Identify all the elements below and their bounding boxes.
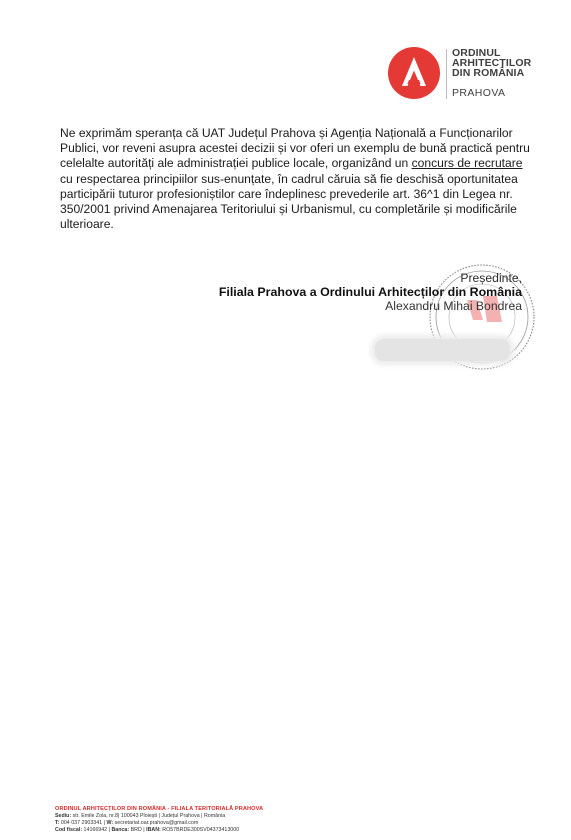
footer-phone-value: 004 037 2903341 | — [59, 820, 107, 826]
signature-name: Alexandru Mihai Bondrea — [385, 299, 522, 313]
footer-address-value: str. Emile Zola, nr.8| 100043 Ploiești | Județul Prahova | România — [71, 813, 226, 819]
footer-phone-label: T: — [55, 820, 60, 826]
logo-title — [452, 48, 531, 78]
footer — [55, 806, 263, 834]
signature-organization: Filiala Prahova a Ordinului Arhitecților din România — [218, 285, 522, 299]
footer-bank-value: BRD | — [129, 827, 147, 833]
oar-logo-icon — [387, 46, 441, 100]
signature-block — [219, 271, 522, 313]
letter-paragraph — [60, 126, 530, 232]
footer-iban-value: RO57BRDE300SV04373413000 — [160, 827, 240, 833]
logo-line-1: ORDINUL — [452, 47, 501, 59]
footer-title: ORDINUL ARHITECȚILOR DIN ROMÂNIA - FILIALA TERITORIALĂ PRAHOVA — [55, 806, 264, 812]
oar-logo — [387, 43, 539, 105]
logo-line-2: ARHITECȚILOR — [452, 57, 532, 69]
footer-cod-label: Cod fiscal: — [55, 827, 83, 833]
underlined-phrase: concurs de recrutare — [411, 156, 523, 171]
logo-subtitle: PRAHOVA — [452, 87, 506, 99]
footer-cod-value: 14166942 | — [82, 827, 112, 833]
redacted-signature — [375, 339, 510, 361]
footer-address — [55, 813, 263, 820]
logo-line-3: DIN ROMÂNIA — [452, 67, 525, 79]
paragraph-text-end: cu respectarea principiilor sus-enunțate, în cadrul căruia să fie deschisă oportunitatea participării tuturor profesioniștilor care îndeplinesc prevederile art. 36^1 din Legea nr. 350/2001 privind Amenajarea Teritoriului și Urbanismul, cu completările și modificările ulterioare. — [60, 171, 518, 232]
footer-bank-label: Banca: — [111, 827, 130, 833]
footer-iban-label: IBAN: — [146, 827, 161, 833]
signature-role: Președinte, — [460, 271, 522, 285]
footer-bank — [55, 827, 263, 834]
footer-address-label: Sediu: — [55, 813, 72, 819]
paragraph-text-start: Ne exprimăm speranța că UAT Județul Prahova și Agenția Națională a Funcționarilor Publici, vor reveni asupra acestei decizii și vor oferi un exemplu de bună practică pentru celelalte autorități ale administrației publice locale, organizând un — [60, 126, 530, 171]
logo-divider — [446, 49, 447, 99]
footer-web-value: secretariat.oar.prahova@gmail.com — [113, 820, 199, 826]
letter-body — [60, 126, 530, 232]
footer-contact — [55, 820, 263, 827]
footer-web-label: W: — [106, 820, 114, 826]
